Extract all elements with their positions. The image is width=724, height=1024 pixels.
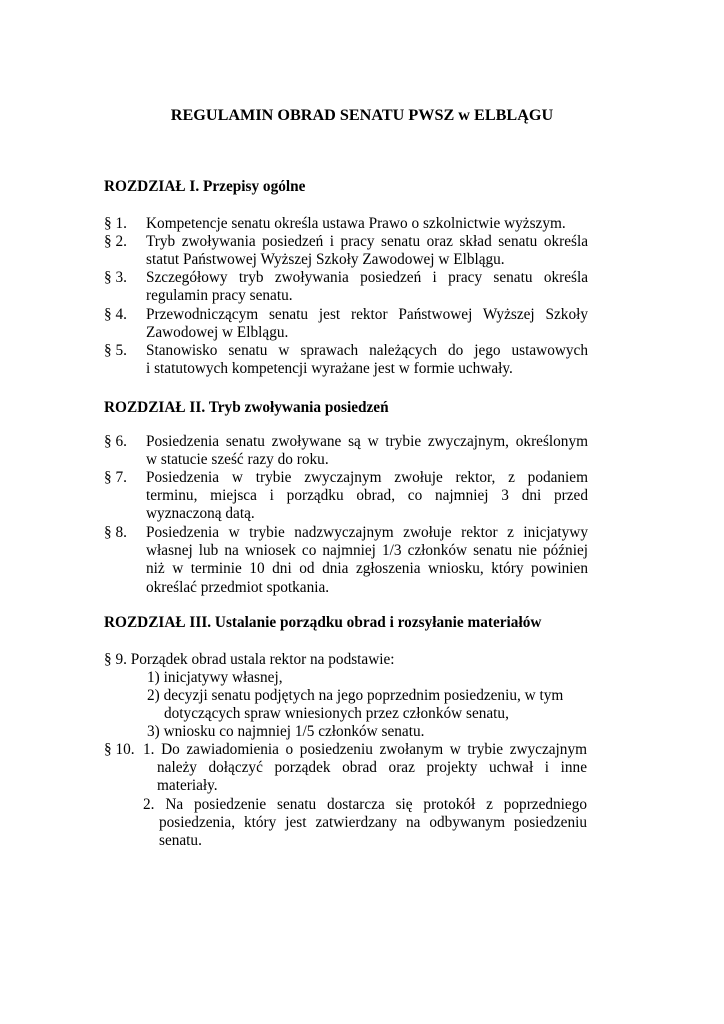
- paragraph-line: terminu, miejsca i porządku obrad, co najmniej 3 dni przed: [146, 487, 588, 505]
- paragraph-line: Stanowisko senatu w sprawach należących do jego ustawowych: [146, 342, 588, 359]
- paragraph-line: wyznaczoną datą.: [146, 505, 255, 523]
- document-title: REGULAMIN OBRAD SENATU PWSZ w ELBLĄGU: [170, 106, 554, 124]
- item-line: należy dołączyć porządek obrad oraz projekty uchwał i inne: [157, 759, 587, 777]
- item-line: dotyczących spraw wniesionych przez członków senatu,: [164, 705, 509, 723]
- item-line: 1. Do zawiadomienia o posiedzeniu zwołanym w trybie zwyczajnym: [143, 741, 587, 758]
- paragraph-line: statut Państwowej Wyższej Szkoły Zawodowej w Elblągu.: [146, 251, 505, 269]
- p9-item-2: [147, 687, 587, 723]
- chapter-2-heading: ROZDZIAŁ II. Tryb zwoływania posiedzeń: [104, 399, 389, 416]
- paragraph-number: § 1.: [104, 215, 127, 232]
- paragraph-number: § 6.: [104, 433, 127, 450]
- item-line: senatu.: [159, 832, 202, 850]
- p9-item-1: 1) inicjatywy własnej,: [147, 669, 283, 686]
- item-line: materiały.: [157, 777, 218, 795]
- item-line: posiedzenia, który jest zatwierdzany na odbywanym posiedzeniu: [159, 814, 587, 832]
- paragraph-number: § 2.: [104, 233, 127, 250]
- paragraph-line: w statucie sześć razy do roku.: [146, 451, 329, 469]
- chapter-3-heading: ROZDZIAŁ III. Ustalanie porządku obrad i rozsyłanie materiałów: [104, 614, 542, 631]
- paragraph-line: własnej lub na wniosek co najmniej 1/3 członków senatu nie później: [146, 542, 588, 560]
- paragraph-number: § 4.: [104, 306, 127, 323]
- paragraph-line: Zawodowej w Elblągu.: [146, 324, 289, 342]
- paragraph-line: Posiedzenia w trybie nadzwyczajnym zwołuje rektor z inicjatywy: [146, 524, 588, 541]
- chapter-1-heading: ROZDZIAŁ I. Przepisy ogólne: [104, 178, 306, 195]
- paragraph-9-lead: § 9. Porządek obrad ustala rektor na podstawie:: [104, 651, 395, 668]
- paragraph-line: Posiedzenia senatu zwoływane są w trybie zwyczajnym, określonym: [146, 433, 588, 450]
- p9-item-3: 3) wniosku co najmniej 1/5 członków senatu.: [147, 723, 425, 740]
- paragraph-10-number: § 10.: [104, 741, 135, 758]
- item-line: 2) decyzji senatu podjętych na jego poprzednim posiedzeniu, w tym: [147, 687, 564, 704]
- paragraph-line: określać przedmiot spotkania.: [146, 578, 330, 596]
- paragraph-line: i statutowych kompetencji wyrażane jest w formie uchwały.: [146, 360, 513, 378]
- paragraph-line: Przewodniczącym senatu jest rektor Państwowej Wyższej Szkoły: [146, 306, 588, 323]
- paragraph-line: Szczegółowy tryb zwoływania posiedzeń i pracy senatu określa: [146, 269, 588, 286]
- paragraph-number: § 7.: [104, 469, 127, 486]
- paragraph-line: Posiedzenia w trybie zwyczajnym zwołuje rektor, z podaniem: [146, 469, 588, 486]
- paragraph-line: regulamin pracy senatu.: [146, 287, 293, 305]
- paragraph-line: Tryb zwoływania posiedzeń i pracy senatu oraz skład senatu określa: [146, 233, 588, 250]
- paragraph-line: niż w terminie 10 dni od dnia zgłoszenia wniosku, który powinien: [146, 560, 588, 578]
- paragraph-number: § 5.: [104, 342, 127, 359]
- item-line: 2. Na posiedzenie senatu dostarcza się protokół z poprzedniego: [143, 796, 587, 813]
- p10-item-1: [143, 741, 587, 796]
- paragraph-number: § 8.: [104, 524, 127, 541]
- p10-item-2: [143, 796, 587, 851]
- paragraph-number: § 3.: [104, 269, 127, 286]
- paragraph-line: Kompetencje senatu określa ustawa Prawo o szkolnictwie wyższym.: [146, 215, 566, 232]
